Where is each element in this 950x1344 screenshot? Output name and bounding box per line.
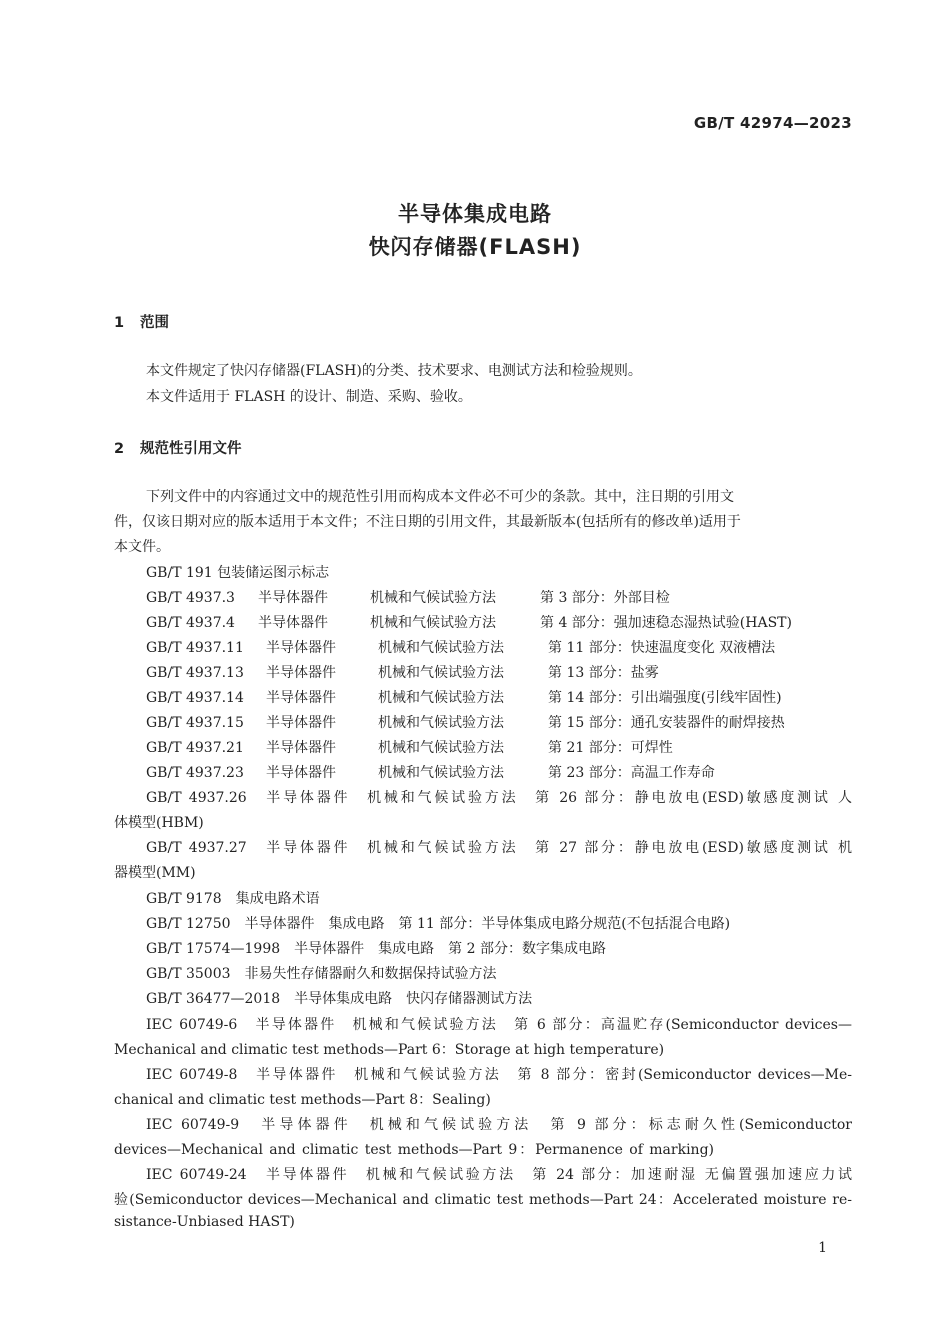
reference-item: GB/T 191 包装储运图示标志: [146, 565, 330, 581]
reference-item: [146, 712, 785, 732]
reference-item: [146, 587, 670, 607]
paragraph-line: 下列文件中的内容通过文中的规范性引用而构成本文件必不可少的条款。其中，注日期的引用文: [146, 489, 734, 505]
reference-part-c: 第 15 部分：通孔安装器件的耐焊接热: [548, 715, 785, 731]
reference-code: GB/T 4937.21: [146, 740, 244, 756]
document-title-line2: 快闪存储器(FLASH): [368, 235, 582, 259]
reference-part-a: 半导体器件: [266, 690, 336, 706]
reference-item-line: GB/T 4937.26 半导体器件 机械和气候试验方法 第 26 部分：静电放电(ESD)敏感度测试 人: [146, 790, 852, 806]
reference-part-a: 半导体器件: [266, 765, 336, 781]
reference-code: GB/T 4937.13: [146, 665, 244, 681]
reference-code: GB/T 4937.23: [146, 765, 244, 781]
reference-part-c: 第 14 部分：引出端强度(引线牢固性): [548, 690, 782, 706]
paragraph-line: 件，仅该日期对应的版本适用于本文件；不注日期的引用文件，其最新版本(包括所有的修改单)适用于: [114, 514, 741, 530]
reference-item: [146, 637, 775, 657]
reference-part-a: 半导体器件: [266, 665, 336, 681]
reference-part-b: 机械和气候试验方法: [370, 615, 496, 631]
reference-item: [146, 737, 673, 757]
standard-code: GB/T 42974—2023: [693, 114, 852, 132]
reference-part-a: 半导体器件: [258, 615, 328, 631]
reference-item: GB/T 9178 集成电路术语: [146, 891, 320, 907]
reference-item: GB/T 17574—1998 半导体器件 集成电路 第 2 部分：数字集成电路: [146, 941, 606, 957]
paragraph: 本文件规定了快闪存储器(FLASH)的分类、技术要求、电测试方法和检验规则。: [146, 363, 642, 379]
reference-item-line: IEC 60749-6 半导体器件 机械和气候试验方法 第 6 部分：高温贮存(Semiconductor devices—: [146, 1017, 852, 1033]
reference-part-a: 半导体器件: [266, 640, 336, 656]
reference-item: GB/T 36477—2018 半导体集成电路 快闪存储器测试方法: [146, 991, 533, 1007]
paragraph: 本文件适用于 FLASH 的设计、制造、采购、验收。: [146, 389, 472, 405]
reference-item-line: IEC 60749-9 半导体器件 机械和气候试验方法 第 9 部分：标志耐久性(Semiconductor: [146, 1117, 852, 1133]
reference-part-b: 机械和气候试验方法: [378, 690, 504, 706]
reference-part-c: 第 23 部分：高温工作寿命: [548, 765, 715, 781]
section-number: 1: [114, 315, 125, 331]
reference-code: GB/T 4937.4: [146, 615, 235, 631]
section-number: 2: [114, 441, 125, 457]
reference-item-line: IEC 60749-8 半导体器件 机械和气候试验方法 第 8 部分：密封(Semiconductor devices—Me-: [146, 1067, 852, 1083]
page-number: 1: [818, 1240, 827, 1256]
reference-item: [146, 662, 659, 682]
section-heading-normative-references: [114, 437, 242, 458]
reference-part-c: 第 11 部分：快速温度变化 双液槽法: [548, 640, 776, 656]
reference-part-b: 机械和气候试验方法: [378, 740, 504, 756]
reference-code: GB/T 4937.3: [146, 590, 235, 606]
reference-code: GB/T 4937.14: [146, 690, 244, 706]
reference-item: [146, 612, 792, 632]
reference-item-line: 器模型(MM): [114, 865, 196, 881]
reference-item-line: chanical and climatic test methods—Part 8：Sealing): [114, 1092, 491, 1108]
reference-item-line: 验(Semiconductor devices—Mechanical and climatic test methods—Part 24：Accelerated moisture re-: [114, 1192, 852, 1208]
reference-code: GB/T 4937.11: [146, 640, 244, 656]
reference-item-line: sistance-Unbiased HAST): [114, 1214, 295, 1230]
reference-part-a: 半导体器件: [266, 740, 336, 756]
reference-item-line: 体模型(HBM): [114, 815, 204, 831]
reference-item: GB/T 35003 非易失性存储器耐久和数据保持试验方法: [146, 966, 497, 982]
reference-part-b: 机械和气候试验方法: [378, 715, 504, 731]
reference-item-line: GB/T 4937.27 半导体器件 机械和气候试验方法 第 27 部分：静电放电(ESD)敏感度测试 机: [146, 840, 852, 856]
reference-part-b: 机械和气候试验方法: [378, 665, 504, 681]
reference-part-c: 第 3 部分：外部目检: [540, 590, 670, 606]
reference-part-c: 第 13 部分：盐雾: [548, 665, 659, 681]
reference-part-b: 机械和气候试验方法: [370, 590, 496, 606]
reference-item: [146, 687, 782, 707]
reference-item-line: devices—Mechanical and climatic test methods—Part 9：Permanence of marking): [114, 1142, 714, 1158]
reference-code: GB/T 4937.15: [146, 715, 244, 731]
section-title: 规范性引用文件: [140, 441, 242, 457]
reference-part-c: 第 21 部分：可焊性: [548, 740, 673, 756]
reference-item-line: Mechanical and climatic test methods—Part 6：Storage at high temperature): [114, 1042, 665, 1058]
reference-item: [146, 762, 715, 782]
paragraph-line: 本文件。: [114, 539, 170, 555]
document-title-line1: 半导体集成电路: [398, 202, 552, 226]
reference-item-line: IEC 60749-24 半导体器件 机械和气候试验方法 第 24 部分：加速耐湿 无偏置强加速应力试: [146, 1167, 852, 1183]
section-heading-scope: [114, 311, 169, 332]
reference-part-b: 机械和气候试验方法: [378, 765, 504, 781]
section-title: 范围: [140, 315, 169, 331]
reference-part-a: 半导体器件: [258, 590, 328, 606]
reference-item: GB/T 12750 半导体器件 集成电路 第 11 部分：半导体集成电路分规范(不包括混合电路): [146, 916, 731, 932]
reference-part-b: 机械和气候试验方法: [378, 640, 504, 656]
reference-part-a: 半导体器件: [266, 715, 336, 731]
reference-part-c: 第 4 部分：强加速稳态湿热试验(HAST): [540, 615, 792, 631]
